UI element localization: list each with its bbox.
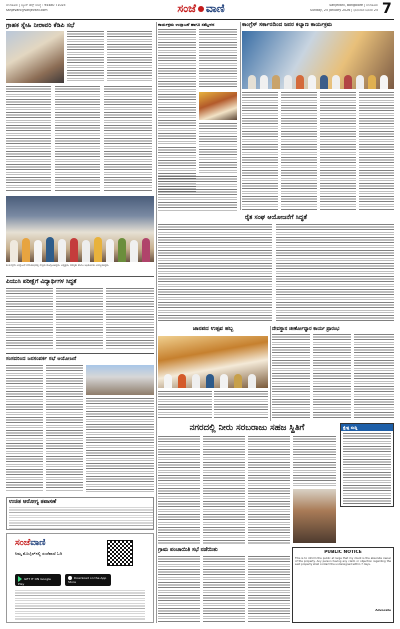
masthead-right-line2: Sunday, 25 January 2026 | ಭಾನುವಾರ ಜನವರಿ 25 bbox=[309, 9, 378, 12]
person-figure bbox=[82, 240, 90, 262]
story8-headline: ಉಚಿತ ಆರೋಗ್ಯ ತಪಾಸಣೆ bbox=[9, 499, 57, 505]
person-figure bbox=[106, 239, 114, 262]
story2-text bbox=[359, 92, 394, 210]
story2-left-text bbox=[158, 29, 196, 144]
story9-text bbox=[313, 334, 351, 419]
story2-headline: ಕಾಂಗ್ರೆಸ್ ಸರ್ಕಾರದಿಂದ ಜನರ ಕಲ್ಯಾಣ ಕಾರ್ಯಕ್ರಮ bbox=[242, 22, 333, 28]
story6-photo bbox=[86, 365, 154, 395]
story5-text bbox=[6, 288, 53, 350]
story2-kicker: ಕಾರ್ಯಕ್ರಮ ಉದ್ಘಾಟನೆ ಹಾಗೂ ಸಮ್ಮೇಳನ bbox=[158, 22, 215, 27]
person-figure bbox=[164, 374, 172, 388]
person-figure bbox=[356, 75, 364, 89]
story1-text bbox=[107, 31, 152, 83]
person-figure bbox=[248, 75, 256, 89]
masthead bbox=[6, 1, 394, 18]
story9-text bbox=[272, 334, 310, 419]
public-notice bbox=[292, 547, 394, 623]
story1-text bbox=[55, 86, 100, 192]
public-notice-advocate: Advocate bbox=[375, 609, 391, 612]
story6-text bbox=[6, 365, 43, 492]
google-play-button[interactable] bbox=[15, 574, 61, 586]
story4-headline: ರೈತ ಸಂಘ ಆಯೋಜನೆಗೆ ಸಿದ್ಧತೆ bbox=[244, 214, 308, 221]
story2-text bbox=[320, 92, 356, 210]
person-figure bbox=[58, 239, 66, 262]
story-center-text bbox=[158, 176, 237, 212]
app-promo-logo-right: ವಾಣಿ bbox=[30, 538, 46, 548]
column-divider bbox=[156, 22, 157, 623]
person-figure bbox=[380, 75, 388, 89]
column-divider bbox=[240, 22, 241, 210]
masthead-left-line2: sanjevani@sanjevani.com bbox=[6, 9, 48, 12]
right-box-text bbox=[343, 433, 391, 507]
story1-text bbox=[104, 86, 152, 192]
story11-text bbox=[203, 556, 245, 623]
public-notice-title: PUBLIC NOTICE bbox=[324, 550, 362, 555]
person-figure bbox=[46, 237, 54, 262]
person-figure bbox=[248, 374, 256, 388]
story2-text bbox=[242, 92, 278, 210]
story2-photo-crowd bbox=[244, 60, 392, 89]
person-figure bbox=[206, 374, 214, 388]
person-figure bbox=[94, 237, 102, 262]
app-promo bbox=[6, 533, 154, 623]
story6-text bbox=[86, 398, 154, 492]
story7-headline: ಜಾನಪದ ಉತ್ಸವ ಹಬ್ಬ bbox=[192, 326, 234, 332]
right-box-title: ಕ್ಷೇತ್ರ ಸುದ್ದಿ bbox=[341, 424, 393, 431]
person-figure bbox=[284, 75, 292, 89]
story7-text bbox=[158, 391, 212, 419]
story1-headline: ಗ್ರಾಹಕ ಸ್ನೇಹಿ ನೀರಾವರಿ ಕೆಡಿಪಿ ಸಭೆ bbox=[6, 22, 75, 29]
person-figure bbox=[10, 240, 18, 262]
story1-text bbox=[6, 86, 51, 192]
divider bbox=[6, 353, 154, 354]
person-figure bbox=[332, 75, 340, 89]
story10-text bbox=[248, 436, 290, 544]
person-figure bbox=[118, 238, 126, 262]
story9-headline: ದೇವಸ್ಥಾನ ಜೀರ್ಣೋದ್ಧಾರ ಕಾರ್ಯ ಪ್ರಾರಂಭ bbox=[272, 327, 340, 332]
story10-text bbox=[203, 436, 245, 544]
ad-text bbox=[9, 507, 153, 529]
story2-left-text bbox=[199, 29, 237, 89]
app-promo-logo bbox=[15, 538, 75, 548]
divider bbox=[6, 276, 154, 277]
person-figure bbox=[178, 374, 186, 388]
google-play-label: GET IT ON Google Play bbox=[18, 577, 51, 586]
right-box bbox=[340, 423, 394, 507]
story5-text bbox=[56, 288, 103, 350]
app-store-button[interactable] bbox=[65, 574, 111, 586]
story10-headline: ನಗರದಲ್ಲಿ ನೀರು ಸರಬರಾಜು ಸಹಜ ಸ್ಥಿತಿಗೆ bbox=[189, 423, 305, 433]
story5-text bbox=[106, 288, 154, 350]
person-figure bbox=[260, 75, 268, 89]
masthead-logo bbox=[156, 2, 246, 17]
story7-photo-people bbox=[160, 360, 266, 388]
masthead-logo-right: ವಾಣಿ bbox=[205, 2, 225, 15]
person-figure bbox=[130, 240, 138, 262]
story11-text bbox=[158, 556, 200, 623]
qr-code bbox=[107, 540, 133, 566]
story2-small-photo bbox=[199, 92, 237, 120]
masthead-left-line1: ಬೆಂಗಳೂರು | ನ್ಯೂಸ್ ಡೆಸ್ಕ್ ಸಂಖ್ಯೆ : 94480 71025 bbox=[6, 4, 66, 7]
story2-text bbox=[281, 92, 317, 210]
story7-text bbox=[214, 391, 268, 419]
story1-photo bbox=[6, 31, 64, 83]
story9-text bbox=[354, 334, 394, 419]
app-store-label: Download on the App Store bbox=[68, 576, 107, 584]
masthead-rule bbox=[6, 19, 394, 20]
story11-headline: ಗ್ರಾಮ ಪಂಚಾಯಿತಿ ಸಭೆ ನಡೆಯಿತು bbox=[158, 547, 218, 553]
person-figure bbox=[308, 75, 316, 89]
person-figure bbox=[344, 75, 352, 89]
public-notice-body: This is to inform the public at large that my client is the absolute owner of the property. Any person having any claim or objection regarding the said property shall contact the undersigned within 7 days. bbox=[295, 557, 391, 567]
story4-text bbox=[276, 224, 394, 322]
masthead-right-line1: Sanjevani, Bangalore | ಬೆಂಗಳೂರು bbox=[329, 4, 378, 7]
app-promo-fineprint bbox=[15, 590, 145, 620]
person-figure bbox=[296, 75, 304, 89]
story6-headline: ಸಂಸದರಿಂದ ಜನಸಂಪರ್ಕ ಸಭೆ ಆಯೋಜನೆ bbox=[6, 356, 77, 362]
story1-text bbox=[67, 31, 104, 83]
story10-text bbox=[158, 436, 200, 544]
person-figure bbox=[220, 374, 228, 388]
masthead-logo-dot bbox=[198, 6, 204, 12]
story10-text bbox=[293, 436, 336, 486]
person-figure bbox=[320, 75, 328, 89]
person-figure bbox=[70, 238, 78, 262]
person-figure bbox=[368, 75, 376, 89]
event-photo-caption: ಕಾರ್ಯಕ್ರಮ ಉದ್ಘಾಟನೆ ಸಮಾರಂಭದಲ್ಲಿ ಗಣ್ಯರು ಪಾಲ್ಗೊಂಡಿದ್ದರು. ಅಧ್ಯಕ್ಷರು, ಸದಸ್ಯರು ಹಾಗೂ ಅಧಿಕಾರಿಗಳು ಉಪಸ್ಥಿತರಿದ್ದರು. bbox=[6, 264, 110, 267]
event-photo-people bbox=[8, 228, 152, 262]
person-figure bbox=[34, 240, 42, 262]
story2-left-text bbox=[199, 123, 237, 173]
story6-text bbox=[46, 365, 83, 492]
story5-headline: ಪಿಯುಸಿ ಪರೀಕ್ಷೆಗೆ ವಿದ್ಯಾರ್ಥಿಗಳ ಸಿದ್ಧತೆ bbox=[6, 279, 77, 285]
app-promo-logo-left: ಸಂಜೆ bbox=[15, 538, 31, 548]
person-figure bbox=[192, 374, 200, 388]
story11-text bbox=[248, 556, 290, 623]
story11-portrait bbox=[293, 489, 336, 543]
person-figure bbox=[142, 238, 150, 262]
column-divider bbox=[270, 326, 271, 421]
masthead-logo-left: ಸಂಜೆ bbox=[177, 2, 196, 15]
app-promo-text: ನಿಮ್ಮ ಮೊಬೈಲ್‌ನಲ್ಲಿ ಸಂಜೆವಾಣಿ ಓದಿ bbox=[15, 552, 63, 556]
person-figure bbox=[22, 238, 30, 262]
app-ad bbox=[6, 497, 154, 530]
story4-text bbox=[158, 224, 272, 322]
person-figure bbox=[272, 75, 280, 89]
page-number: 7 bbox=[382, 1, 392, 17]
person-figure bbox=[234, 374, 242, 388]
